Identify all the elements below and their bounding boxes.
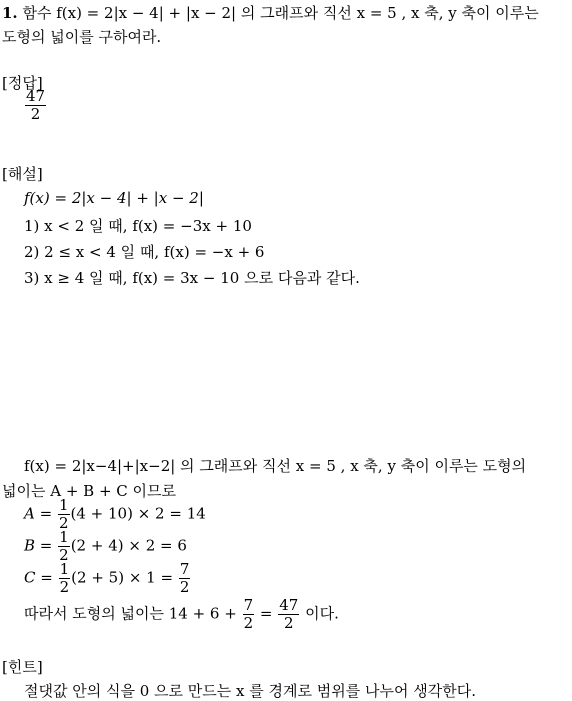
problem-line-2: 도형의 넓이를 구하여라. bbox=[2, 28, 162, 46]
area-a-num: 1 bbox=[58, 496, 69, 514]
solution-label: [해설] bbox=[2, 165, 43, 183]
final-fraction-2-num: 47 bbox=[279, 596, 299, 614]
area-c-result-den: 2 bbox=[179, 578, 190, 596]
final-fraction-1-num: 7 bbox=[243, 596, 254, 614]
problem-number: 1. bbox=[2, 4, 18, 22]
answer-label: [정답] bbox=[2, 74, 43, 92]
area-b-line bbox=[24, 530, 187, 563]
solution-function: f(x) = 2|x − 4| + |x − 2| bbox=[24, 189, 204, 207]
solution-summary-1: f(x) = 2|x−4|+|x−2| 의 그래프와 직선 x = 5 , x 축, y 축이 이루는 도형의 bbox=[24, 457, 527, 475]
area-b-left: B = bbox=[24, 536, 53, 555]
area-b-den: 2 bbox=[59, 546, 69, 564]
area-c-result-num: 7 bbox=[179, 560, 190, 578]
final-pre: 따라서 도형의 넓이는 14 + 6 + bbox=[24, 604, 237, 623]
final-fraction-1-den: 2 bbox=[243, 614, 254, 632]
area-b-num: 1 bbox=[59, 528, 69, 546]
answer-denominator: 2 bbox=[30, 105, 41, 123]
answer-numerator: 47 bbox=[26, 87, 46, 105]
solution-case-2: 2) 2 ≤ x < 4 일 때, f(x) = −x + 6 bbox=[24, 243, 265, 261]
area-a-right: (4 + 10) × 2 = 14 bbox=[70, 504, 206, 523]
problem-line-1 bbox=[2, 2, 539, 23]
answer-fraction bbox=[24, 89, 47, 122]
area-c-mid: (2 + 5) × 1 = bbox=[71, 568, 174, 587]
final-equals: = bbox=[259, 604, 273, 623]
solution-case-1: 1) x < 2 일 때, f(x) = −3x + 10 bbox=[24, 217, 252, 235]
solution-summary-2: 넓이는 A + B + C 이므로 bbox=[2, 482, 177, 500]
area-a-line bbox=[24, 498, 206, 531]
area-c-den: 2 bbox=[59, 578, 70, 596]
area-c-num: 1 bbox=[59, 560, 70, 578]
area-c-line bbox=[24, 562, 191, 595]
final-area-line bbox=[24, 598, 339, 631]
final-post: 이다. bbox=[305, 604, 339, 623]
solution-case-3: 3) x ≥ 4 일 때, f(x) = 3x − 10 으로 다음과 같다. bbox=[24, 269, 360, 287]
area-a-den: 2 bbox=[58, 514, 69, 532]
area-a-left: A = bbox=[24, 504, 53, 523]
problem-text-1: 함수 f(x) = 2|x − 4| + |x − 2| 의 그래프와 직선 x = 5 , x 축, y 축이 이루는 bbox=[22, 4, 539, 22]
area-b-right: (2 + 4) × 2 = 6 bbox=[70, 536, 187, 555]
final-fraction-2-den: 2 bbox=[284, 614, 294, 632]
hint-text: 절댓값 안의 식을 0 으로 만드는 x 를 경계로 범위를 나누어 생각한다. bbox=[24, 682, 476, 700]
area-c-left: C = bbox=[24, 568, 53, 587]
hint-label: [힌트] bbox=[2, 658, 43, 676]
